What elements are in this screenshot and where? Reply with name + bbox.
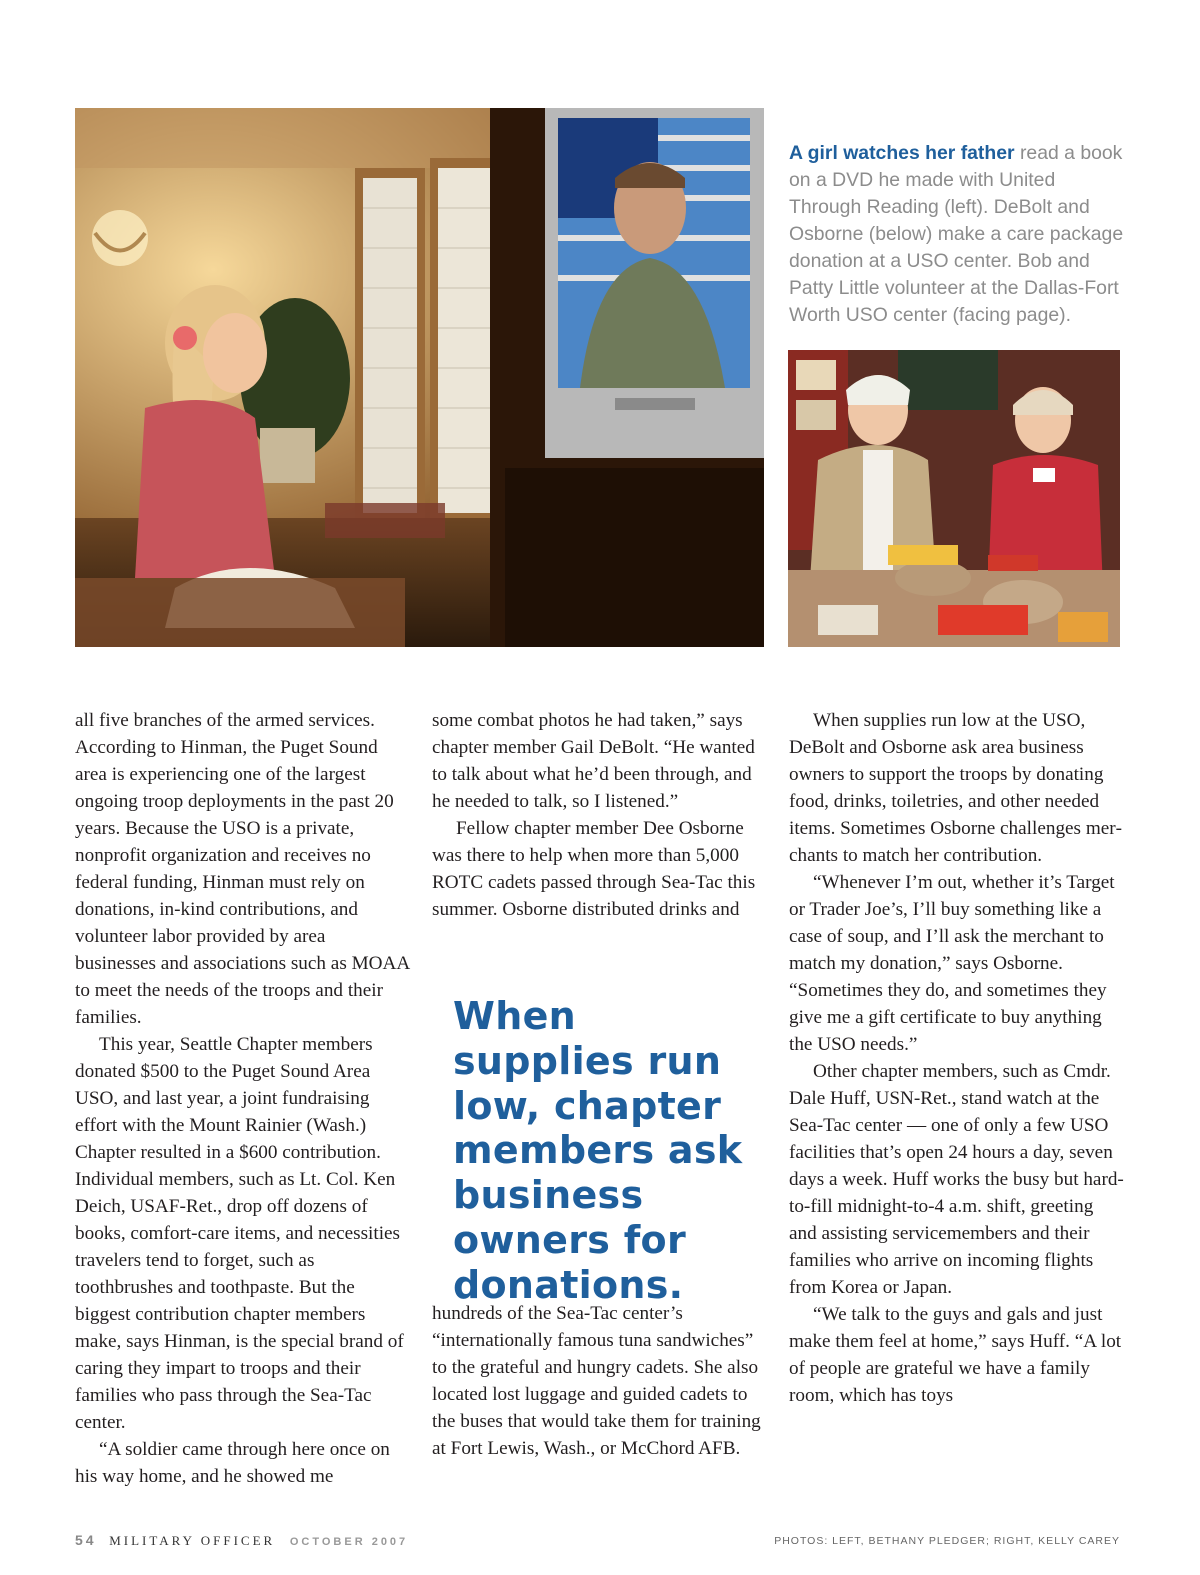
page-footer [75, 1532, 408, 1549]
paragraph: Fellow chapter member Dee Osborne was there to help when more than 5,000 ROTC cadets passed through Sea-Tac this summer. Osborne distributed drinks and [432, 818, 756, 920]
paragraph: some combat photos he had taken,” says chapter member Gail DeBolt. “He wanted to talk about what he’d been through, and he needed to talk, so I listened.” [432, 710, 755, 812]
photo-caption [789, 140, 1124, 329]
page-number: 54 [75, 1532, 97, 1548]
photo-illustration [788, 350, 1120, 647]
article-column-1 [75, 707, 411, 1490]
caption-text: read a book on a DVD he made with United Through Reading (left). DeBolt and Osborne (below) make a care package donation at a USO center. Bob and Patty Little volunteer at the Dallas-Fort Worth USO center (facing page). [789, 142, 1124, 326]
article-column-3 [789, 707, 1125, 1409]
pull-quote: When supplies run low, chapter members ask business owners for donations. [453, 994, 743, 1307]
magazine-name: MILITARY OFFICER [109, 1533, 276, 1548]
photo-credits: PHOTOS: LEFT, BETHANY PLEDGER; RIGHT, KELLY CAREY [774, 1535, 1120, 1547]
article-column-2-bottom [432, 1300, 768, 1462]
paragraph: “We talk to the guys and gals and just make them feel at home,” says Huff. “A lot of people are grateful we have a family room, which has toys [789, 1304, 1122, 1406]
article-column-2-top [432, 707, 768, 923]
paragraph: This year, Seattle Chapter members donated $500 to the Puget Sound Area USO, and last year, a joint fundraising effort with the Mount Rainier (Wash.) Chapter resulted in a $600 contribution. Individual members, such as Lt. Col. Ken Deich, USAF-Ret., drop off dozens of books, comfort-care items, and necessities travelers tend to forget, such as toothbrushes and toothpaste. But the biggest contribution chapter members make, says Hinman, is the special brand of caring they impart to troops and their families who pass through the Sea-Tac center. [75, 1034, 404, 1433]
photo-volunteers-donation [788, 350, 1120, 647]
paragraph: Other chapter members, such as Cmdr. Dale Huff, USN-Ret., stand watch at the Sea-Tac center — one of only a few USO facilities that’s open 24 hours a day, seven days a week. Huff works the busy but hard-to-fill midnight-to-4 a.m. shift, greeting and assisting servicemembers and their families who arrive on incoming flights from Korea or Japan. [789, 1061, 1124, 1298]
photo-illustration [75, 108, 764, 647]
paragraph: When supplies run low at the USO, DeBolt and Osborne ask area business owners to support the troops by donating food, drinks, toiletries, and other needed items. Sometimes Osborne challenges merchants to match her contribution. [789, 710, 1123, 866]
issue-date: OCTOBER 2007 [289, 1536, 409, 1548]
paragraph: all five branches of the armed services. According to Hinman, the Puget Sound area is experiencing one of the largest ongoing troop deployments in the past 20 years. Because the USO is a private, nonprofit organization and receives no federal funding, Hinman must rely on donations, in-kind contributions, and volunteer labor provided by area businesses and associations such as MOAA to meet the needs of the troops and their families. [75, 710, 410, 1028]
paragraph: “A soldier came through here once on his way home, and he showed me [75, 1439, 390, 1487]
caption-lead: A girl watches her father [789, 142, 1015, 164]
photo-girl-watching-tv [75, 108, 764, 647]
paragraph: “Whenever I’m out, whether it’s Target or Trader Joe’s, I’ll buy something like a case of soup, and I’ll ask the merchant to match my donation,” says Osborne. “Sometimes they do, and sometimes they give me a gift certificate to buy anything the USO needs.” [789, 872, 1115, 1055]
paragraph: hundreds of the Sea-Tac center’s “internationally famous tuna sandwiches” to the grateful and hungry cadets. She also located lost luggage and guided cadets to the buses that would take them for training at Fort Lewis, Wash., or McChord AFB. [432, 1303, 761, 1459]
